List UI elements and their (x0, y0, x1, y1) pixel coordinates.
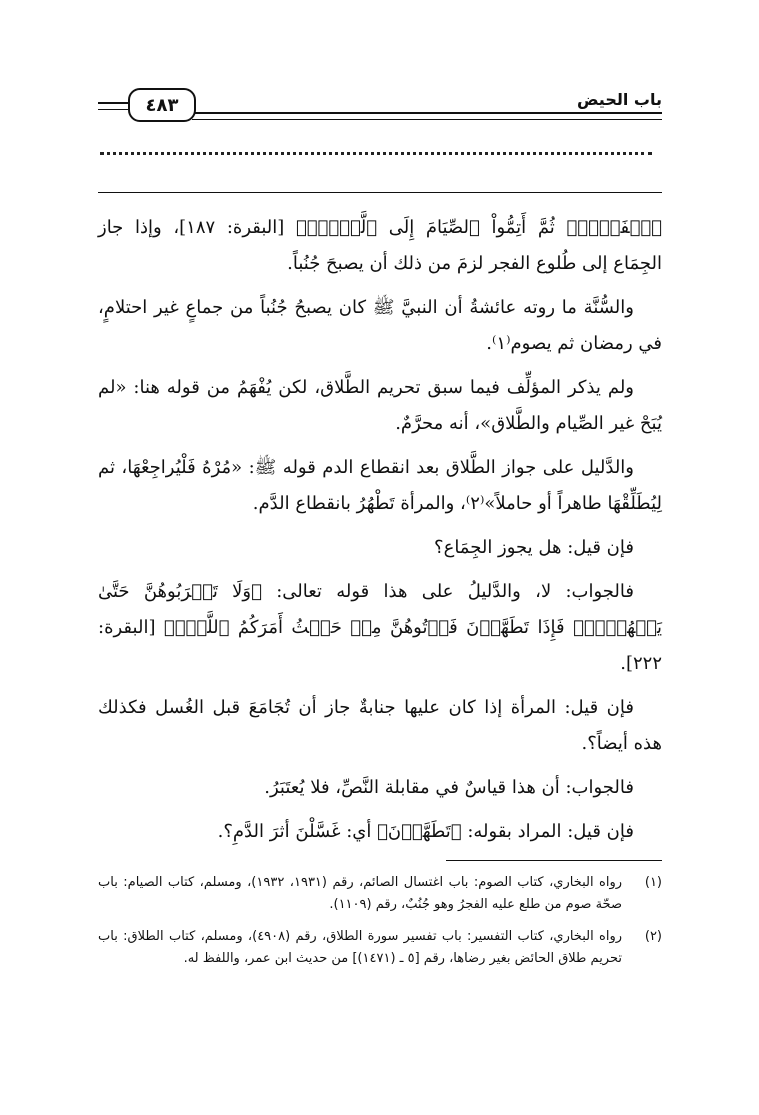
footnote-number: (١) (644, 875, 662, 890)
paragraph: فالجواب: لا، والدَّليلُ على هذا قوله تعالى: ﴿وَلَا تَقۡرَبُوهُنَّ حَتَّىٰ يَطۡهُرۡنَۖ فَإِذَا تَطَهَّرۡنَ فَأۡتُوهُنَّ مِنۡ حَيۡثُ أَمَرَكُمُ ٱللَّهُۚ﴾ [البقرة: ٢٢٢]. (98, 581, 662, 674)
dotted-separator (100, 152, 652, 159)
page-header (98, 86, 662, 126)
page-number: ٤٨٣ (128, 88, 196, 122)
footnote-number: (٢) (644, 929, 662, 944)
paragraph: فإن قيل: المراد بقوله: ﴿تَطَهَّرۡنَ﴾ أي: غَسَّلْنَ أثرَ الدَّمِ؟. (217, 821, 634, 842)
main-text (98, 210, 662, 858)
header-rule-right (192, 112, 662, 120)
paragraph: فإن قيل: المرأة إذا كان عليها جنابةٌ جاز أن تُجَامَعَ قبل الغُسل فكذلك هذه أيضاً؟. (98, 697, 662, 754)
footnote (98, 872, 662, 916)
paragraph: ولم يذكر المؤلِّف فيما سبق تحريم الطَّلاق، لكن يُفْهَمُ من قوله هنا: «لم يُبَحْ غير الصِّيام والطَّلاق»، أنه محرَّمٌ. (98, 377, 662, 434)
footnote (98, 926, 662, 970)
text-top-rule (98, 192, 662, 193)
paragraph: والسُّنَّة ما روته عائشةُ أن النبيَّ ﷺ كان يصبحُ جُنُباً من جماعٍ غير احتلامٍ، في رمضان ثم يصوم⁽١⁾. (98, 297, 662, 354)
paragraph: والدَّليل على جواز الطَّلاق بعد انقطاع الدم قوله ﷺ: «مُرْهُ فَلْيُراجِعْهَا، ثم لِيُطَلِّقْهَا طاهراً أو حاملاً»⁽٢⁾، والمرأة تَطْهُرُ بانقطاع الدَّم. (98, 457, 662, 514)
chapter-title: باب الحيض (576, 90, 662, 109)
footnote-text: رواه البخاري، كتاب التفسير: باب تفسير سورة الطلاق، رقم (٤٩٠٨)، ومسلم، كتاب الطلاق: باب تحريم طلاق الحائض بغير رضاها، رقم [٥ ـ (١٤٧١)] من حديث ابن عمر، واللفظ له. (98, 929, 623, 966)
header-rule-left (98, 102, 128, 110)
footnotes (98, 872, 662, 980)
footnote-text: رواه البخاري، كتاب الصوم: باب اغتسال الصائم، رقم (١٩٣١، ١٩٣٢)، ومسلم، كتاب الصيام: باب صحّة صوم من طلع عليه الفجرُ وهو جُنُبٌ، رقم (١١٠٩). (98, 875, 623, 912)
footnote-rule (446, 860, 662, 861)
paragraph: فالجواب: أن هذا قياسٌ في مقابلة النَّصِّ، فلا يُعتَبَرُ. (264, 777, 634, 798)
paragraph: فإن قيل: هل يجوز الجِمَاع؟ (434, 537, 634, 558)
paragraph: ﭐلۡفَجۡرِۖ ثُمَّ أَتِمُّواْ ٱلصِّيَامَ إِلَى ٱلَّيۡلِۚ﴾ [البقرة: ١٨٧]، وإذا جاز الجِمَاع إلى طُلوع الفجر لزمَ من ذلك أن يصبحَ جُنُباً. (98, 217, 662, 274)
